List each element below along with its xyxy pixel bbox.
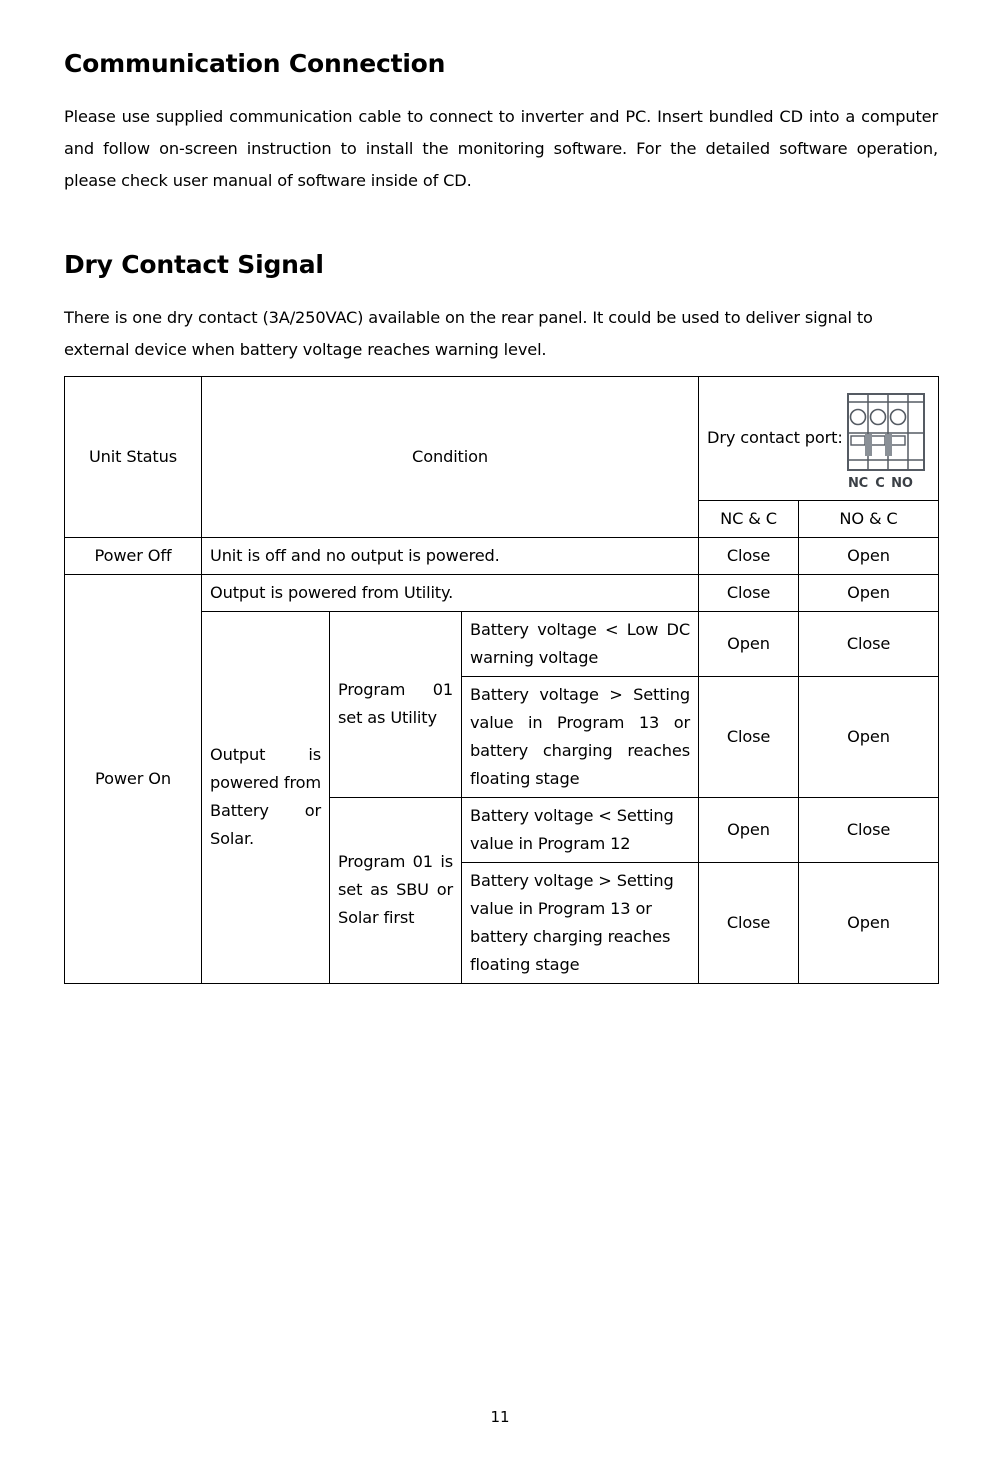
connector-label-c: C — [875, 475, 885, 491]
cell-no-c-program-13-float: Open — [799, 676, 939, 797]
table-row-power-off — [65, 537, 939, 574]
paragraph-communication-connection: Please use supplied communication cable to connect to inverter and PC. Insert bundled CD into a computer and follow on-screen instruction to install the monitoring software. For the detailed software operation, please check user manual of software inside of CD. — [64, 106, 938, 190]
cell-nc-c-program-13-float: Close — [699, 676, 799, 797]
cell-condition-low-dc-warning: Battery voltage < Low DC warning voltage — [462, 611, 699, 676]
cell-nc-c-utility: Close — [699, 574, 799, 611]
cell-condition-utility: Output is powered from Utility. — [202, 574, 699, 611]
cell-condition-program-13-float: Battery voltage > Setting value in Program 13 or battery charging reaches floating stage — [462, 676, 699, 797]
page-number: 11 — [490, 1408, 510, 1426]
heading-communication-connection: Communication Connection — [64, 49, 446, 78]
cell-no-c-utility: Open — [799, 574, 939, 611]
cell-nc-c-power-off: Close — [699, 537, 799, 574]
header-no-and-c: NO & C — [799, 500, 939, 537]
cell-nc-c-program-12: Open — [699, 797, 799, 862]
cell-output-battery-solar: Output is powered from Battery or Solar. — [202, 611, 330, 983]
paragraph-dry-contact-signal: There is one dry contact (3A/250VAC) available on the rear panel. It could be used to deliver signal to external device when battery voltage reaches warning level. — [64, 307, 873, 359]
cell-condition-sbu-program-13-float: Battery voltage > Setting value in Program 13 or battery charging reaches floating stage — [462, 862, 699, 983]
heading-dry-contact-signal: Dry Contact Signal — [64, 249, 324, 279]
connector-label-no: NO — [891, 475, 913, 491]
dry-contact-table — [64, 376, 939, 984]
header-nc-and-c: NC & C — [699, 500, 799, 537]
cell-no-c-power-off: Open — [799, 537, 939, 574]
header-unit-status: Unit Status — [65, 376, 202, 537]
dry-contact-port-label: Dry contact port: — [707, 428, 843, 447]
table-row-power-on-utility — [65, 574, 939, 611]
table-header-row — [65, 376, 939, 500]
terminal-block-connector-icon — [844, 392, 930, 496]
cell-status-power-off: Power Off — [65, 537, 202, 574]
header-dry-contact-port — [699, 376, 939, 500]
cell-nc-c-low-dc-warning: Open — [699, 611, 799, 676]
cell-nc-c-sbu-program-13-float: Close — [699, 862, 799, 983]
cell-no-c-program-12: Close — [799, 797, 939, 862]
header-condition: Condition — [202, 376, 699, 537]
cell-condition-power-off: Unit is off and no output is powered. — [202, 537, 699, 574]
cell-status-power-on: Power On — [65, 574, 202, 983]
cell-no-c-sbu-program-13-float: Open — [799, 862, 939, 983]
connector-label-nc: NC — [847, 475, 869, 491]
cell-no-c-low-dc-warning: Close — [799, 611, 939, 676]
cell-program-01-utility: Program 01 set as Utility — [330, 611, 462, 797]
cell-program-01-sbu-solar: Program 01 is set as SBU or Solar first — [330, 797, 462, 983]
page-content — [64, 50, 938, 984]
cell-condition-program-12: Battery voltage < Setting value in Program 12 — [462, 797, 699, 862]
